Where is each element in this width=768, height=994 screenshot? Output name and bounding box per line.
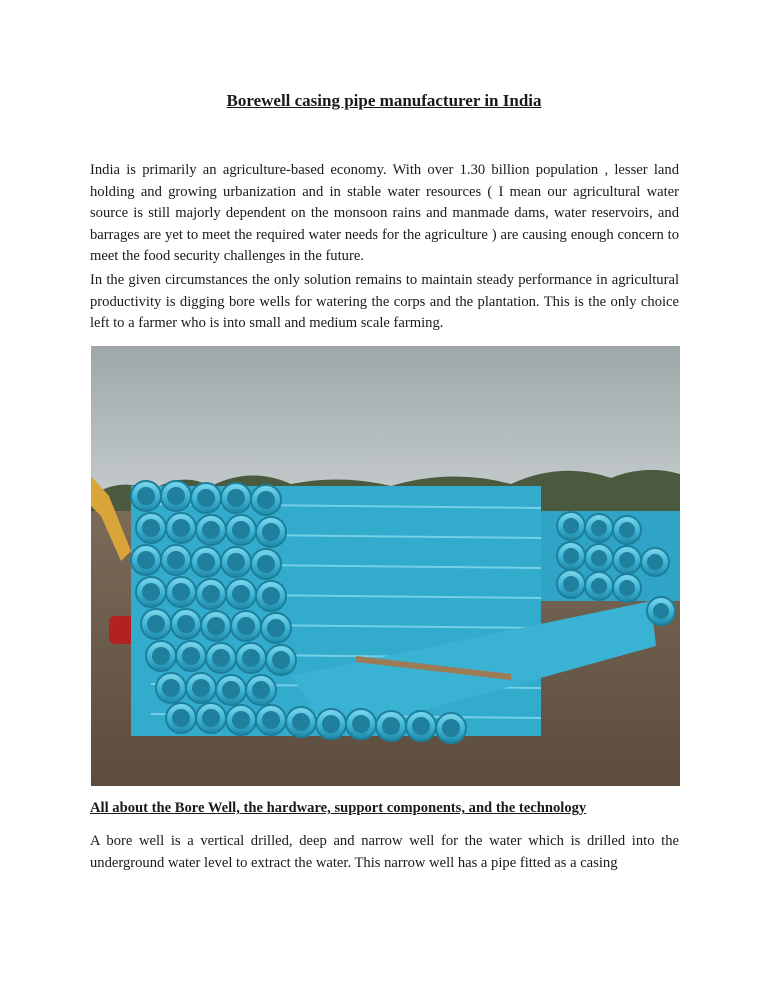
page-title: Borewell casing pipe manufacturer in India bbox=[226, 91, 542, 110]
intro-paragraph: India is primarily an agriculture-based economy. With over 1.30 billion population , lesser land holding and growing urbanization and in stable water resources ( I mean our agricultural water source is still majorly dependent on the monsoon rains and manmade dams, water reservoirs, and barrages are yet to meet the required water needs for the agriculture ) are causing enough concern to meet the food security challenges in the future. bbox=[90, 162, 679, 265]
section-heading: All about the Bore Well, the hardware, support components, and the technology bbox=[90, 800, 587, 816]
circumstances-paragraph: In the given circumstances the only solution remains to maintain steady performance in agricultural productivity is digging bore wells for watering the corps and the plantation. This is the only choice left to a farmer who is into small and medium scale farming. bbox=[90, 272, 679, 332]
pipe-stack-photo bbox=[91, 346, 680, 786]
bore-well-paragraph: A bore well is a vertical drilled, deep and narrow well for the water which is drilled into the underground water level to extract the water. This narrow well has a pipe fitted as a casing bbox=[90, 833, 679, 871]
